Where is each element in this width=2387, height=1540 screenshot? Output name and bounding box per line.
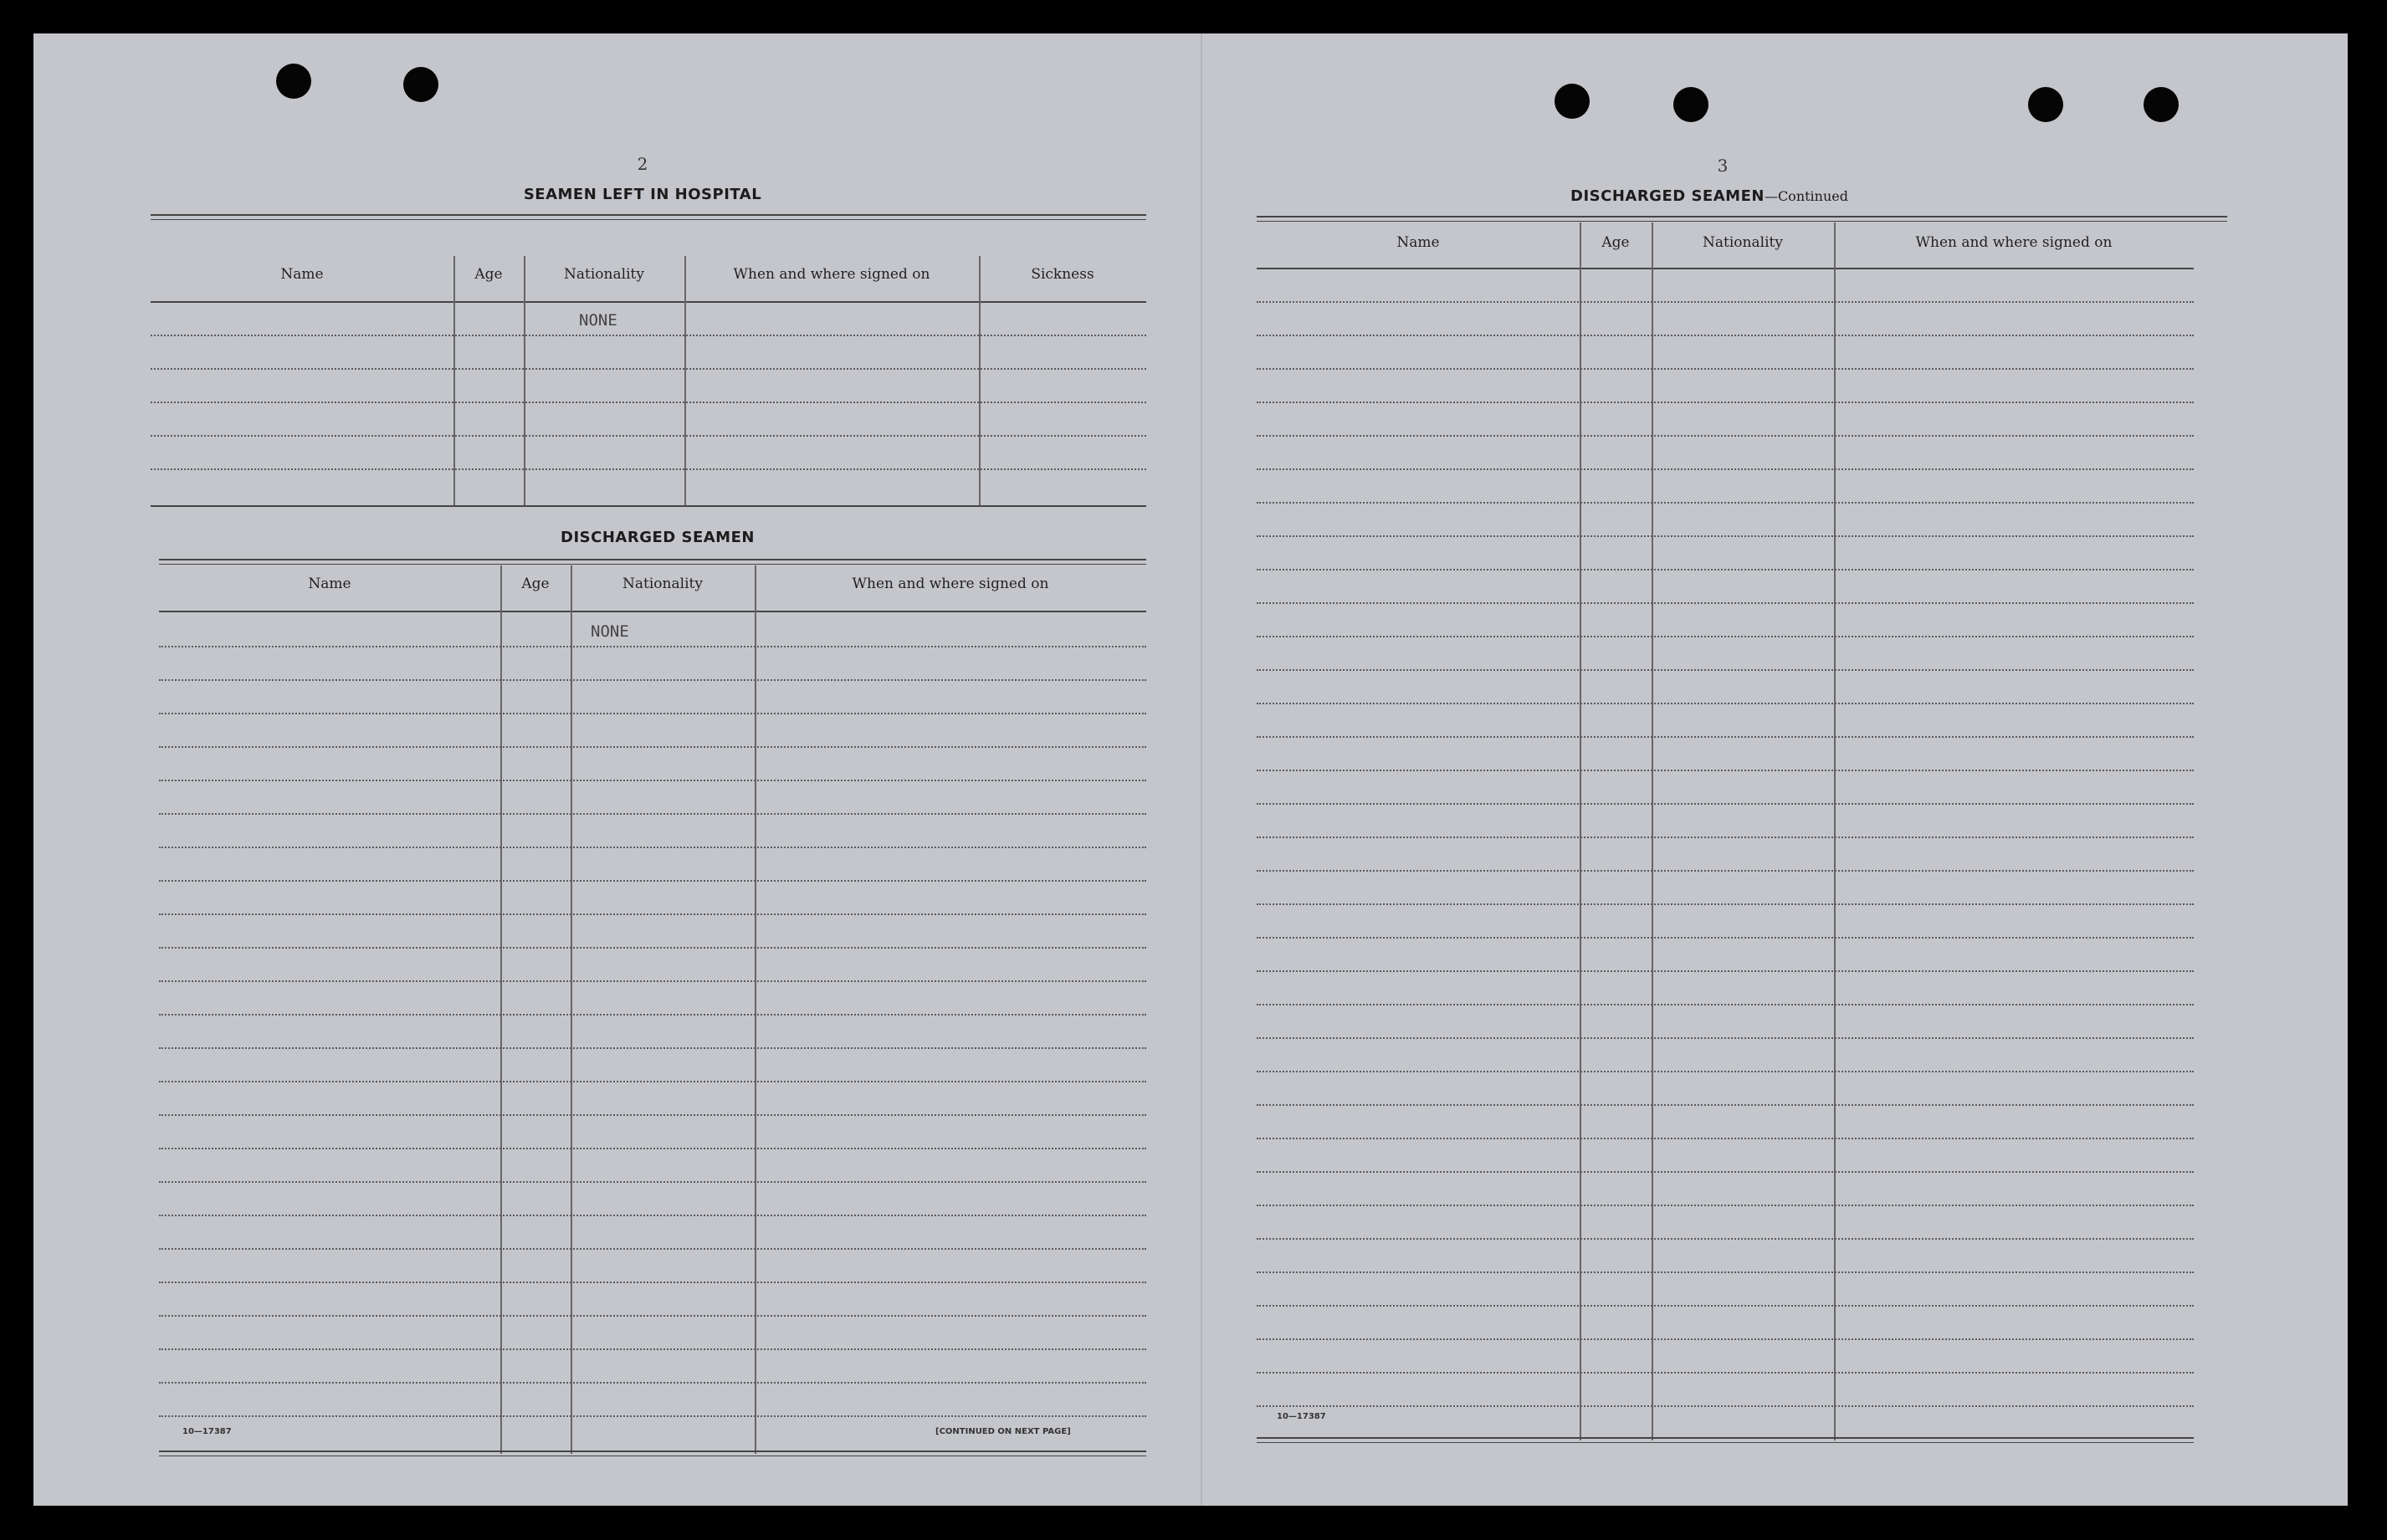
col-header-name: Name [1396,234,1440,251]
left-page [33,33,1196,1506]
col-header-sickness: Sickness [1031,266,1094,283]
col-header-nationality: Nationality [564,266,644,283]
col-header-when-where: When and where signed on [852,576,1049,592]
discharged-continued-table [1257,216,2227,1442]
col-header-when-where: When and where signed on [1915,234,2113,251]
page-fold [1201,33,1202,1506]
col-header-name: Name [308,576,351,592]
col-header-nationality: Nationality [622,576,703,592]
hospital-section-title: SEAMEN LEFT IN HOSPITAL [523,186,762,203]
discharged-section-title: DISCHARGED SEAMEN [561,529,755,546]
title-main: DISCHARGED SEAMEN [1570,187,1765,205]
continued-note: [CONTINUED ON NEXT PAGE] [935,1427,1071,1436]
typed-entry: NONE [591,622,629,641]
page-number: 3 [1717,156,1729,176]
form-code: 10—17387 [1277,1412,1326,1421]
discharged-table [159,559,1146,1457]
page-number: 2 [637,154,648,174]
discharged-continued-title [1570,187,1848,205]
col-header-name: Name [280,266,324,283]
title-suffix: —Continued [1764,188,1848,204]
col-header-age: Age [474,266,503,283]
col-header-when-where: When and where signed on [733,266,930,283]
col-header-age: Age [1601,234,1630,251]
document-sheet [33,33,2348,1506]
typed-entry: NONE [579,311,617,330]
right-page [1205,33,2348,1506]
form-code: 10—17387 [182,1427,232,1436]
col-header-nationality: Nationality [1703,234,1783,251]
col-header-age: Age [521,576,550,592]
hospital-table [151,214,1146,509]
